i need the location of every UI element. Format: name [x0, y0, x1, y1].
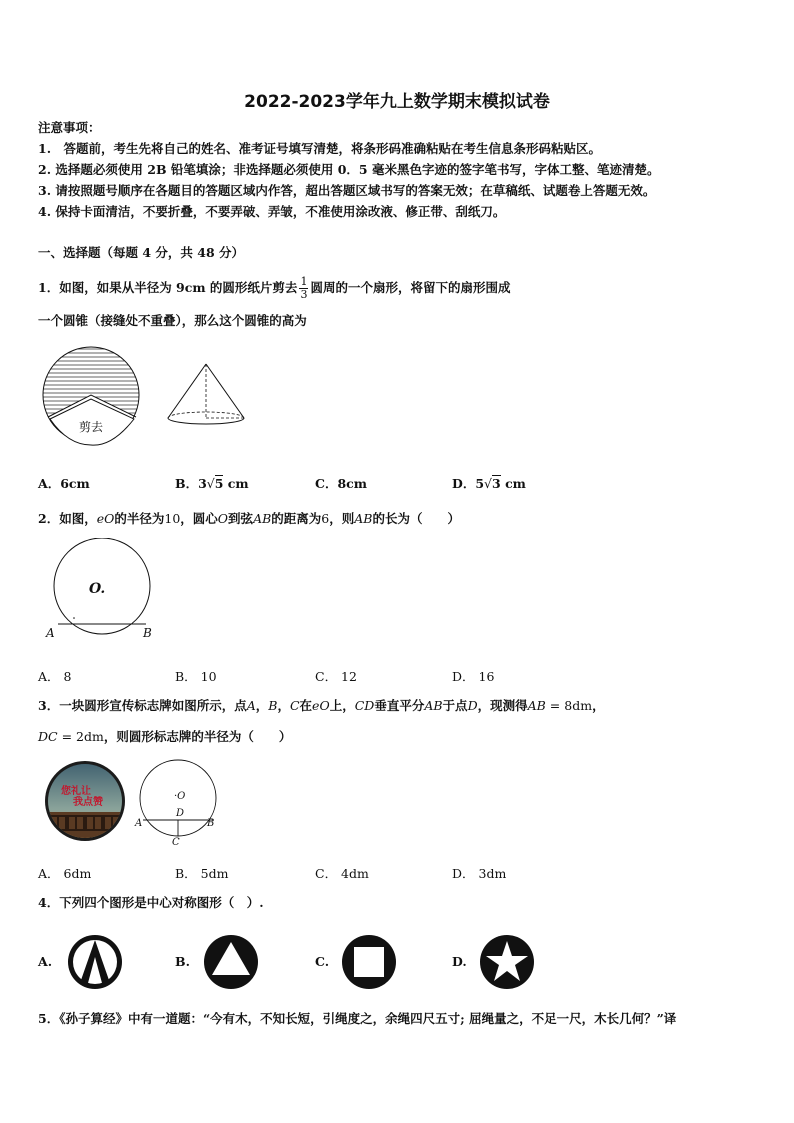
q3-label-d: D — [176, 808, 185, 819]
question-3-line-1: 3．一块圆形宣传标志牌如图所示，点A，B，C在eO上，CD垂直平分AB于点D，现测得AB = 8dm， — [38, 698, 605, 713]
notice-heading: 注意事项： — [38, 120, 101, 135]
q3-label-o: ·O — [174, 791, 186, 802]
notice-item-2: 2. 选择题必须使用 2B 铅笔填涂；非选择题必须使用 0．5 毫米黑色字迹的签字笔书写，字体工整、笔迹清楚。 — [38, 162, 660, 177]
q2-option-d: D． 16 — [452, 669, 495, 684]
q1-fraction — [299, 276, 308, 301]
q4-option-a-figure — [66, 933, 124, 991]
q3-option-c: C． 4dm — [315, 866, 369, 881]
q1-text-b: 圆周的一个扇形，将留下的扇形围成 — [310, 280, 511, 295]
notice-item-4: 4. 保持卡面清洁，不要折叠，不要弄破、弄皱，不准使用涂改液、修正带、刮纸刀。 — [38, 204, 506, 219]
q1-frac-den: 3 — [300, 288, 308, 301]
q1-option-a: A．6cm — [38, 476, 90, 491]
q3-sign-text-1: 您礼让 — [61, 786, 91, 797]
q2-option-b: B． 10 — [175, 669, 217, 684]
q4-option-a-label: A. — [38, 954, 53, 969]
q1-option-b: B．3√5 cm — [175, 476, 249, 491]
q3-label-a: A — [135, 818, 143, 829]
q1-text-a: 1．如图，如果从半径为 9cm 的圆形纸片剪去 — [38, 280, 298, 295]
q3-label-c: C — [172, 837, 180, 848]
question-1-line-2: 一个圆锥（接缝处不重叠），那么这个圆锥的高为 — [38, 313, 307, 328]
q1-option-c: C．8cm — [315, 476, 367, 491]
question-2-text: 2．如图，eO的半径为10，圆心O到弦AB的距离为6，则AB的长为（ ） — [38, 511, 460, 526]
q4-option-c-figure — [340, 933, 398, 991]
q1-cut-label: 剪去 — [79, 420, 104, 434]
q3-option-d: D． 3dm — [452, 866, 507, 881]
q1-option-d: D．5√3 cm — [452, 476, 526, 491]
q4-option-d-label: D. — [452, 954, 467, 969]
q2-option-c: C． 12 — [315, 669, 357, 684]
q2-option-a: A． 8 — [38, 669, 72, 684]
q1-frac-num: 1 — [300, 275, 308, 288]
q3-sign-text-2: 我点赞 — [73, 797, 103, 808]
q2-label-b: B — [143, 626, 152, 640]
q4-option-c-label: C. — [315, 954, 330, 969]
notice-item-1: 1. 答题前，考生先将自己的姓名、准考证号填写清楚，将条形码准确粘贴在考生信息条形码粘贴区。 — [38, 141, 602, 156]
q3-option-b: B． 5dm — [175, 866, 229, 881]
section-choice-heading: 一、选择题（每题 4 分，共 48 分） — [38, 245, 245, 260]
q4-option-b-figure — [202, 933, 260, 991]
q2-label-o: O. — [89, 581, 106, 597]
q4-option-d-figure — [478, 933, 536, 991]
q3-option-a: A． 6dm — [38, 866, 92, 881]
q2-label-a: A — [46, 626, 55, 640]
notice-item-3: 3. 请按照题号顺序在各题目的答题区域内作答，超出答题区域书写的答案无效；在草稿纸、试题卷上答题无效。 — [38, 183, 656, 198]
q1-cone-figure — [164, 362, 248, 428]
question-5-text: 5．《孙子算经》中有一道题：“今有木，不知长短，引绳度之，余绳四尺五寸; 屈绳量之，不足一尺，木长几何？”译 — [38, 1011, 677, 1026]
question-4-text: 4．下列四个图形是中心对称图形（ ）. — [38, 895, 264, 910]
question-3-line-2: DC = 2dm，则圆形标志牌的半径为（ ） — [38, 729, 292, 744]
question-1-line-1 — [38, 276, 510, 301]
q3-label-b: B — [207, 818, 215, 829]
page-title: 2022-2023学年九上数学期末模拟试卷 — [244, 92, 550, 112]
q4-option-b-label: B. — [175, 954, 190, 969]
